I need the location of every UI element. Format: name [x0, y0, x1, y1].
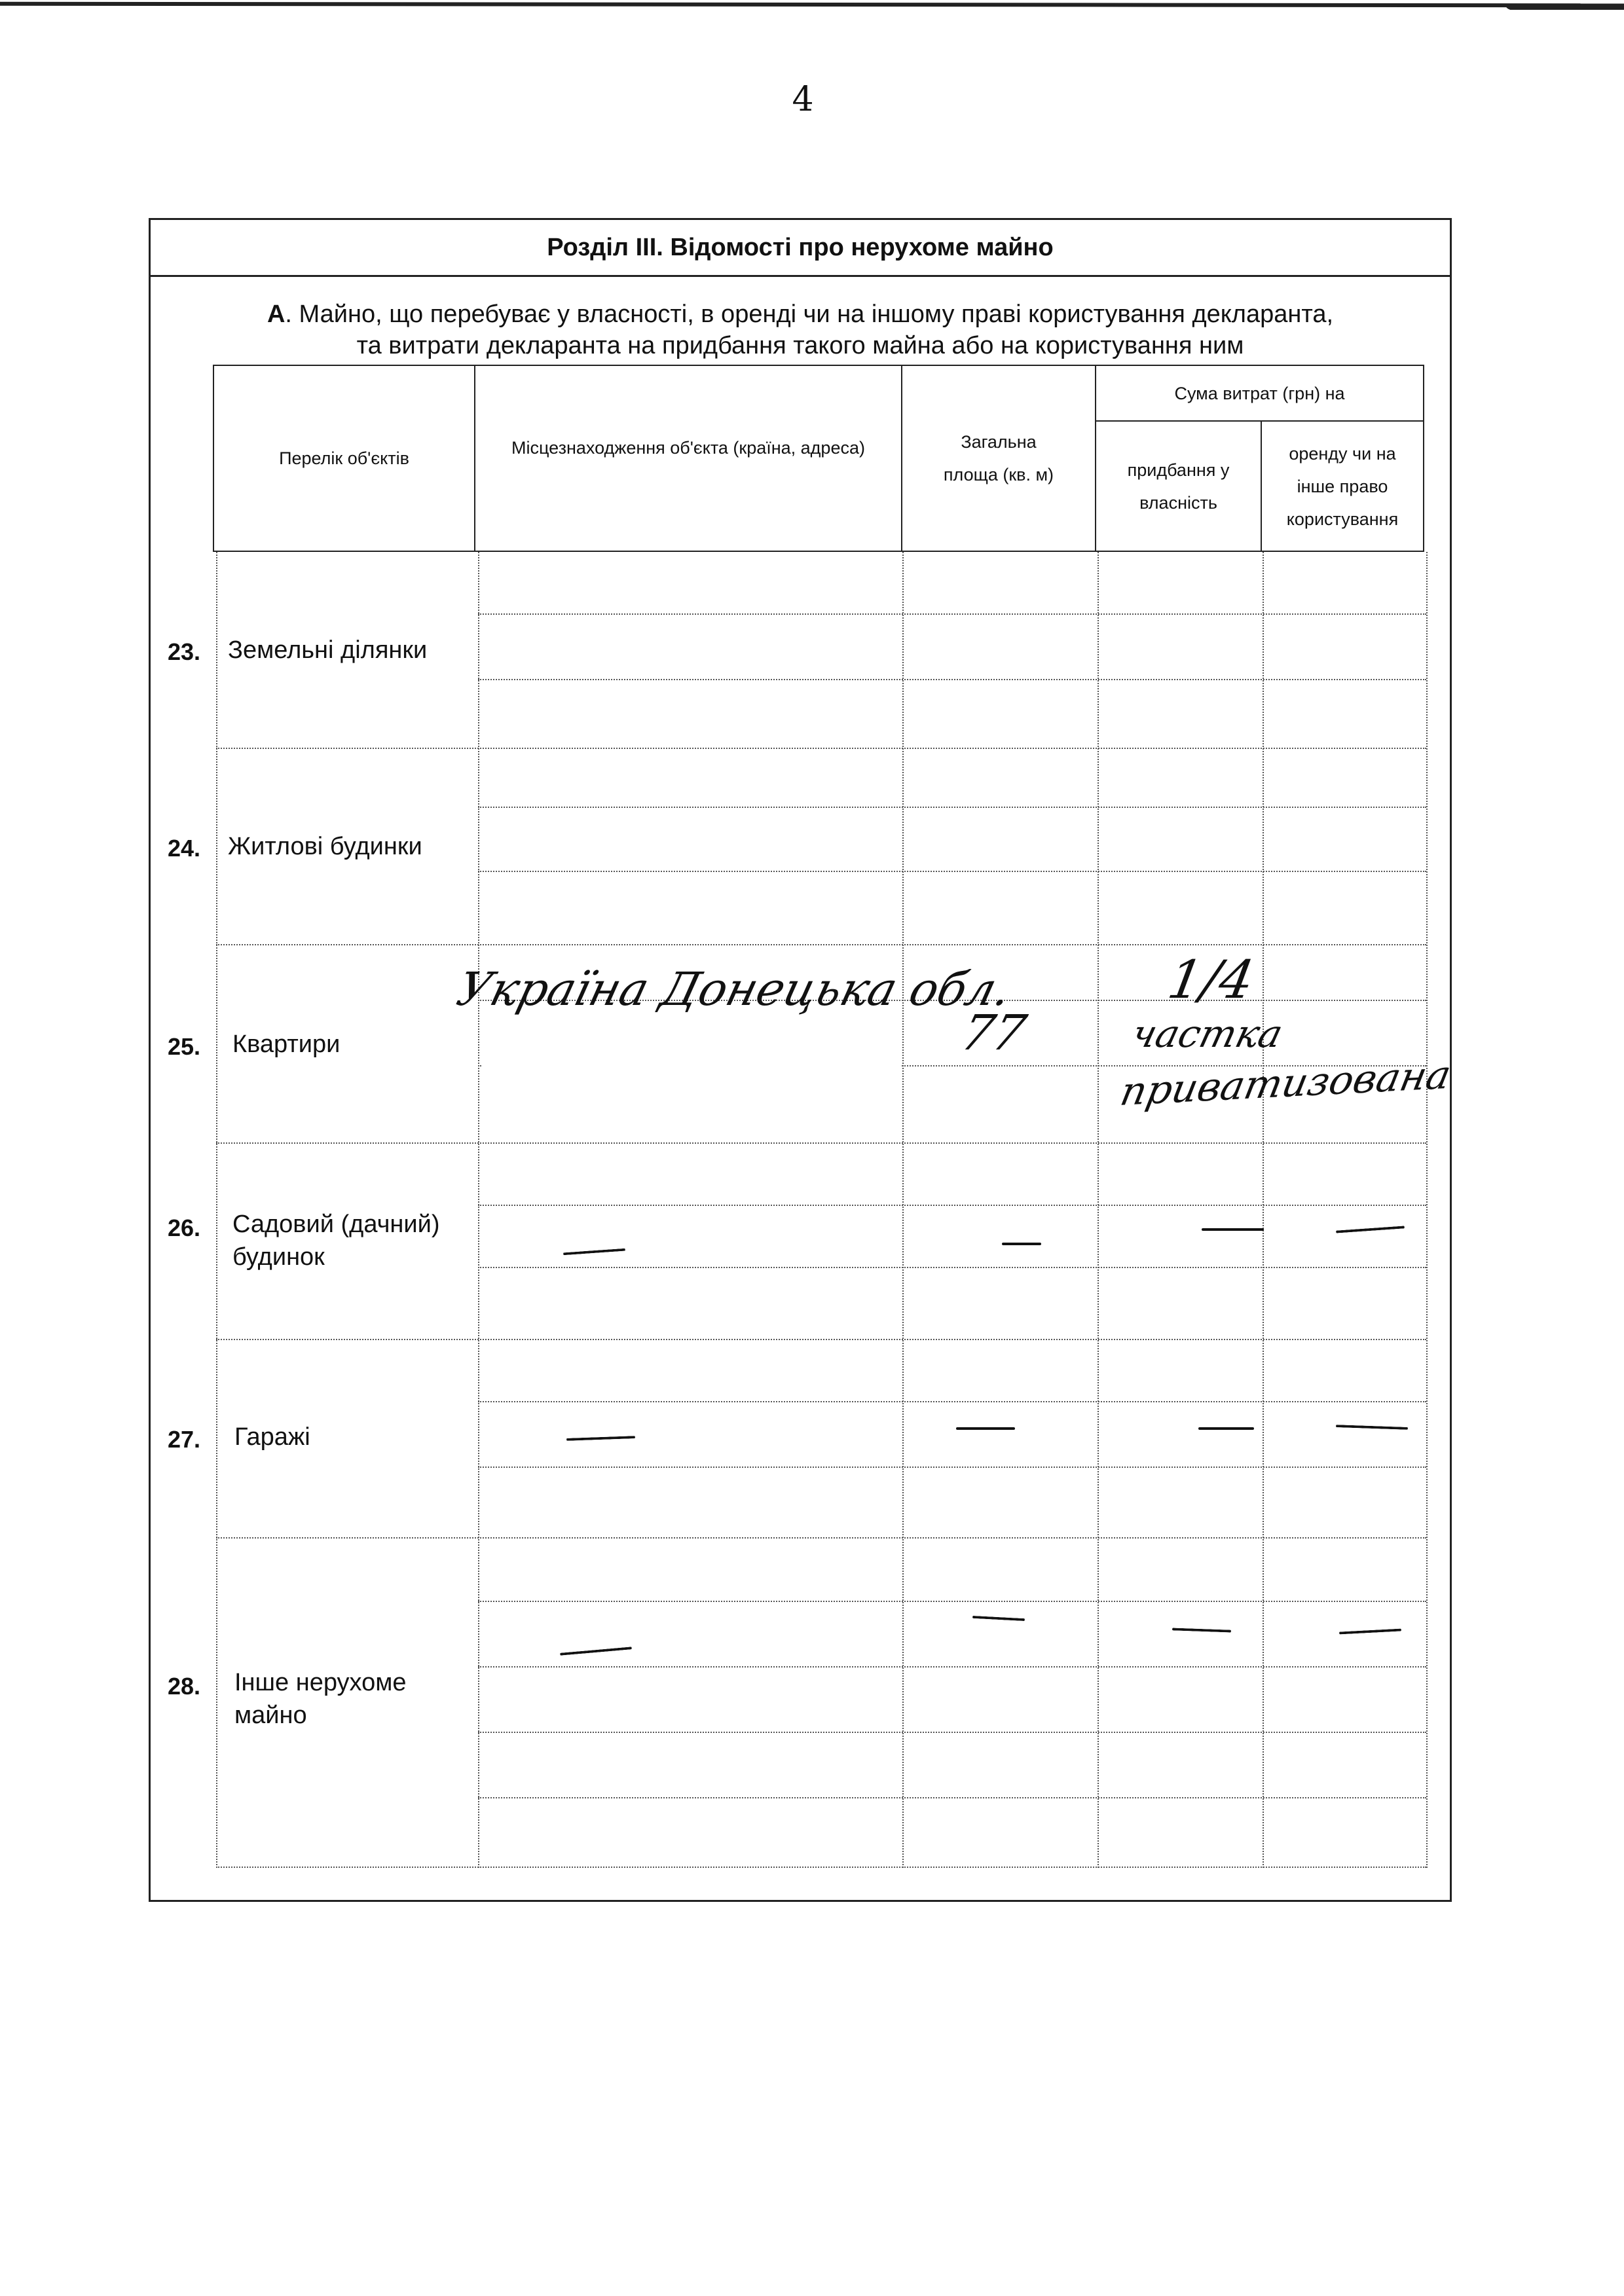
grid-v-col3 — [1098, 552, 1099, 1868]
subsection-line1-text: . Майно, що перебуває у власності, в оренді чи на іншому праві користування декларанта, — [285, 301, 1334, 328]
grid-h-group-26 — [216, 1339, 1426, 1340]
grid-v-right — [1426, 552, 1428, 1868]
grid-h-sub — [478, 1267, 1426, 1268]
header-objects — [213, 365, 475, 552]
grid-h-sub — [478, 1666, 1426, 1667]
handwritten-apartment-share-word: частка — [1127, 1011, 1287, 1056]
header-objects-text: Перелік об'єктів — [279, 448, 409, 468]
row-label-26: Садовий (дачний) будинок — [232, 1211, 440, 1271]
grid-h-sub — [478, 613, 1426, 615]
grid-h-sub — [478, 1601, 1426, 1602]
subsection-title — [151, 299, 1450, 361]
grid-h-group-23 — [216, 748, 1426, 749]
row-number-25: 25. — [167, 1033, 200, 1060]
subsection-letter: А — [267, 301, 286, 328]
row-label-28: Інше нерухоме майно — [234, 1669, 407, 1729]
row-number-23: 23. — [167, 638, 200, 665]
row-number-24: 24. — [167, 835, 200, 862]
header-rent-text: оренду чи на інше право користування — [1286, 443, 1399, 529]
grid-h-group-25 — [216, 1142, 1426, 1144]
header-location-text: Місцезнаходження об'єкта (країна, адреса) — [511, 438, 865, 458]
header-area-text: Загальна площа (кв. м) — [943, 432, 1054, 484]
handwritten-dash-27-area — [956, 1427, 1015, 1430]
row-label-23: Земельні ділянки — [228, 636, 428, 664]
header-costs-group-text: Сума витрат (грн) на — [1174, 383, 1345, 403]
handwritten-apartment-area: 77 — [955, 1005, 1031, 1061]
grid-h-sub — [478, 1467, 1426, 1468]
grid-h-group-24 — [216, 944, 1426, 945]
row-number-26: 26. — [167, 1214, 200, 1241]
grid-h-sub — [478, 679, 1426, 680]
row-number-27: 27. — [167, 1426, 200, 1453]
grid-h-sub — [478, 871, 1426, 872]
header-area — [901, 365, 1096, 552]
handwritten-dash-26-area — [1002, 1243, 1041, 1245]
header-rent — [1261, 420, 1424, 552]
page-number: 4 — [792, 80, 814, 119]
grid-h-sub — [478, 1797, 1426, 1798]
redacted-address-area — [481, 1048, 900, 1142]
grid-h-sub — [478, 1205, 1426, 1206]
handwritten-dash-26-purchase — [1202, 1228, 1264, 1231]
grid-v-left — [216, 552, 217, 1868]
row-label-27: Гаражі — [234, 1423, 310, 1451]
handwritten-dash-27-purchase — [1198, 1427, 1254, 1430]
grid-h-bottom — [216, 1867, 1426, 1868]
grid-v-col2 — [902, 552, 904, 1868]
header-costs-group — [1095, 365, 1424, 422]
header-location — [474, 365, 902, 552]
grid-h-group-27 — [216, 1537, 1426, 1539]
page-top-border — [0, 2, 1624, 8]
page-top-border-curl — [1506, 7, 1624, 19]
header-purchase-text: придбання у власність — [1127, 460, 1230, 513]
grid-h-sub — [478, 807, 1426, 808]
handwritten-apartment-privatized: приватизована — [1116, 1052, 1455, 1115]
subsection-title-line1 — [151, 299, 1450, 330]
row-number-28: 28. — [167, 1673, 200, 1700]
handwritten-apartment-share: 1/4 — [1163, 949, 1259, 1010]
section-title: Розділ III. Відомості про нерухоме майно — [151, 220, 1450, 277]
row-label-25: Квартири — [232, 1030, 341, 1058]
row-label-24: Житлові будинки — [228, 833, 422, 860]
subsection-title-line2: та витрати декларанта на придбання такого майна або на користування ним — [356, 332, 1244, 359]
handwritten-apartment-location: Україна Донецька обл. — [451, 962, 1017, 1016]
header-purchase — [1095, 420, 1262, 552]
grid-v-col1 — [478, 552, 479, 1868]
grid-h-sub — [478, 1401, 1426, 1402]
grid-h-sub — [478, 1732, 1426, 1733]
grid-v-col4 — [1263, 552, 1264, 1868]
